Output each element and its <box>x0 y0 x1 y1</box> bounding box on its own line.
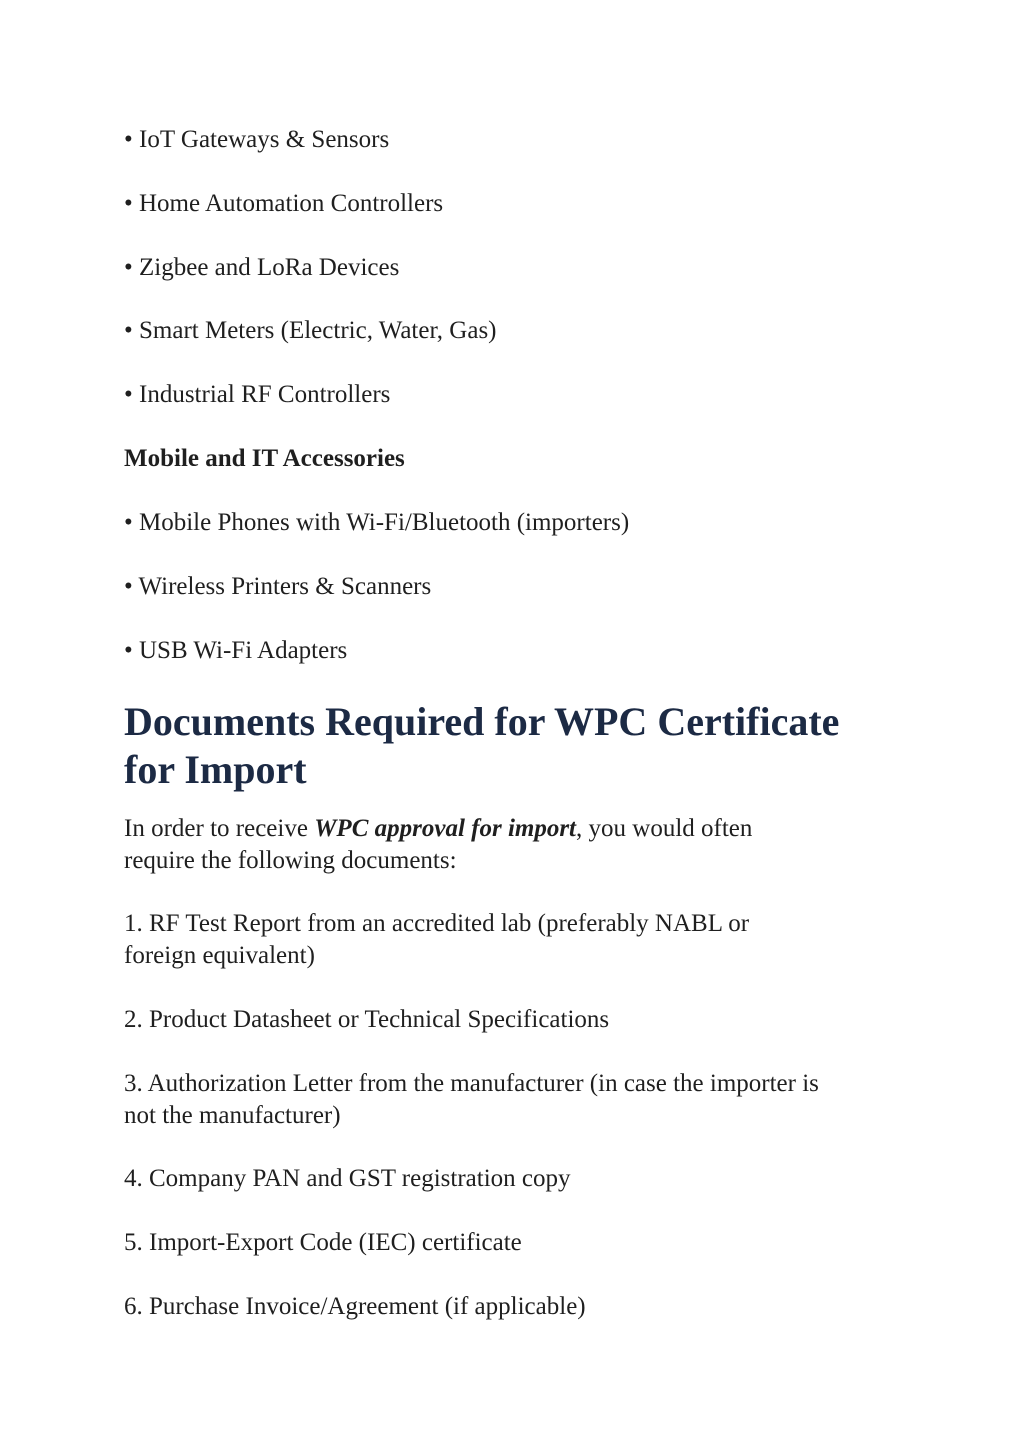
document-item-line1: 5. Import-Export Code (IEC) certificate <box>124 1229 522 1256</box>
section-title-line1: Documents Required for WPC Certificate <box>124 699 840 744</box>
document-item <box>124 1227 899 1259</box>
section-title-line2: for Import <box>124 747 307 792</box>
list-item: • Mobile Phones with Wi-Fi/Bluetooth (importers) <box>124 509 630 536</box>
intro-text-line2: require the following documents: <box>124 847 457 874</box>
document-item-line1: 2. Product Datasheet or Technical Specifications <box>124 1006 610 1033</box>
intro-emphasis: WPC approval for import <box>314 815 577 842</box>
document-item-line1: 4. Company PAN and GST registration copy <box>124 1165 571 1192</box>
subheading: Mobile and IT Accessories <box>124 445 405 472</box>
document-item-line1: 6. Purchase Invoice/Agreement (if applicable) <box>124 1293 586 1320</box>
list-item: • Zigbee and LoRa Devices <box>124 254 400 281</box>
document-item-line1: 3. Authorization Letter from the manufacturer (in case the importer is <box>124 1070 819 1097</box>
intro-text-before: In order to receive <box>124 815 315 842</box>
list-item: • Smart Meters (Electric, Water, Gas) <box>124 317 497 344</box>
list-item: • USB Wi-Fi Adapters <box>124 637 348 664</box>
document-item <box>124 1068 899 1132</box>
document-item <box>124 1291 899 1323</box>
intro-text-after: , you would often <box>576 815 753 842</box>
list-item: • Home Automation Controllers <box>124 190 444 217</box>
document-item-line1: 1. RF Test Report from an accredited lab (preferably NABL or <box>124 910 750 937</box>
document-item <box>124 908 899 972</box>
intro-paragraph <box>124 813 899 877</box>
list-item: • IoT Gateways & Sensors <box>124 126 390 153</box>
document-item-line2: foreign equivalent) <box>124 942 315 969</box>
list-item: • Wireless Printers & Scanners <box>124 573 432 600</box>
section-title <box>124 698 899 794</box>
document-item <box>124 1004 899 1036</box>
document-item-line2: not the manufacturer) <box>124 1102 341 1129</box>
list-item: • Industrial RF Controllers <box>124 381 391 408</box>
document-item <box>124 1163 899 1195</box>
